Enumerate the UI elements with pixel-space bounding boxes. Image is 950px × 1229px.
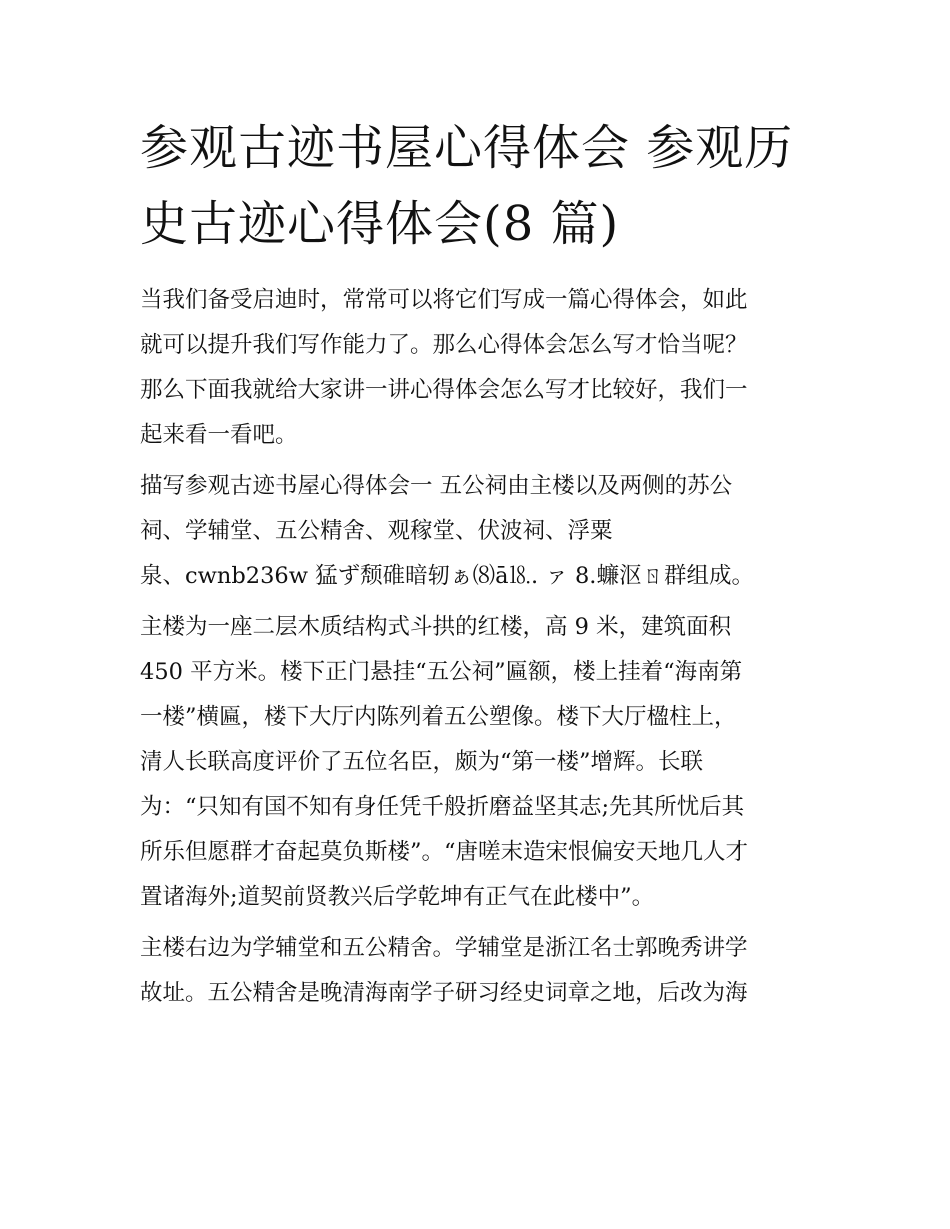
intro-paragraph	[140, 278, 820, 458]
body-paragraph	[140, 464, 820, 599]
text-line: 清人长联高度评价了五位名臣，颇为“第一楼”增辉。长联	[140, 749, 704, 775]
text-line: 当我们备受启迪时，常常可以将它们写成一篇心得体会，如此	[140, 287, 748, 313]
text-line: 450 平方米。楼下正门悬挂“五公祠”匾额，楼上挂着“海南第	[140, 659, 743, 685]
text-line: 一楼”横匾，楼下大厅内陈列着五公塑像。楼下大厅楹柱上，	[140, 704, 737, 730]
text-line: 祠、学辅堂、五公精舍、观稼堂、伏波祠、浮粟	[140, 518, 613, 544]
document-title	[140, 110, 820, 262]
text-line: 描写参观古迹书屋心得体会一 五公祠由主楼以及两侧的苏公	[140, 473, 733, 499]
text-line: 起来看一看吧。	[140, 422, 298, 448]
title-line: 参观古迹书屋心得体会 参观历	[140, 120, 794, 176]
text-line: 所乐但愿群才奋起莫负斯楼”。“唐嗟末造宋恨偏安天地几人才	[140, 839, 749, 865]
document-page	[140, 110, 820, 1022]
text-line: 就可以提升我们写作能力了。那么心得体会怎么写才恰当呢？	[140, 332, 748, 358]
title-line: 史古迹心得体会(8 篇)	[140, 196, 620, 252]
text-line: 主楼右边为学辅堂和五公精舍。学辅堂是浙江名士郭晚秀讲学	[140, 935, 748, 961]
body-paragraph	[140, 605, 820, 920]
text-line: 泉、cwnb236w 猛ず颓碓暗轫ぁ⑻ā⒙. ァ 8.蠊沤ㄖ群组成。	[140, 563, 754, 589]
text-line: 为：“只知有国不知有身任凭千般折磨益坚其志;先其所忧后其	[140, 794, 745, 820]
text-line: 那么下面我就给大家讲一讲心得体会怎么写才比较好，我们一	[140, 377, 748, 403]
body-paragraph	[140, 926, 820, 1016]
text-line: 故址。五公精舍是晚清海南学子研习经史词章之地，后改为海	[140, 980, 748, 1006]
text-line: 主楼为一座二层木质结构式斗拱的红楼，高 9 米，建筑面积	[140, 614, 732, 640]
text-line: 置诸海外;道契前贤教兴后学乾坤有正气在此楼中”。	[140, 884, 655, 910]
